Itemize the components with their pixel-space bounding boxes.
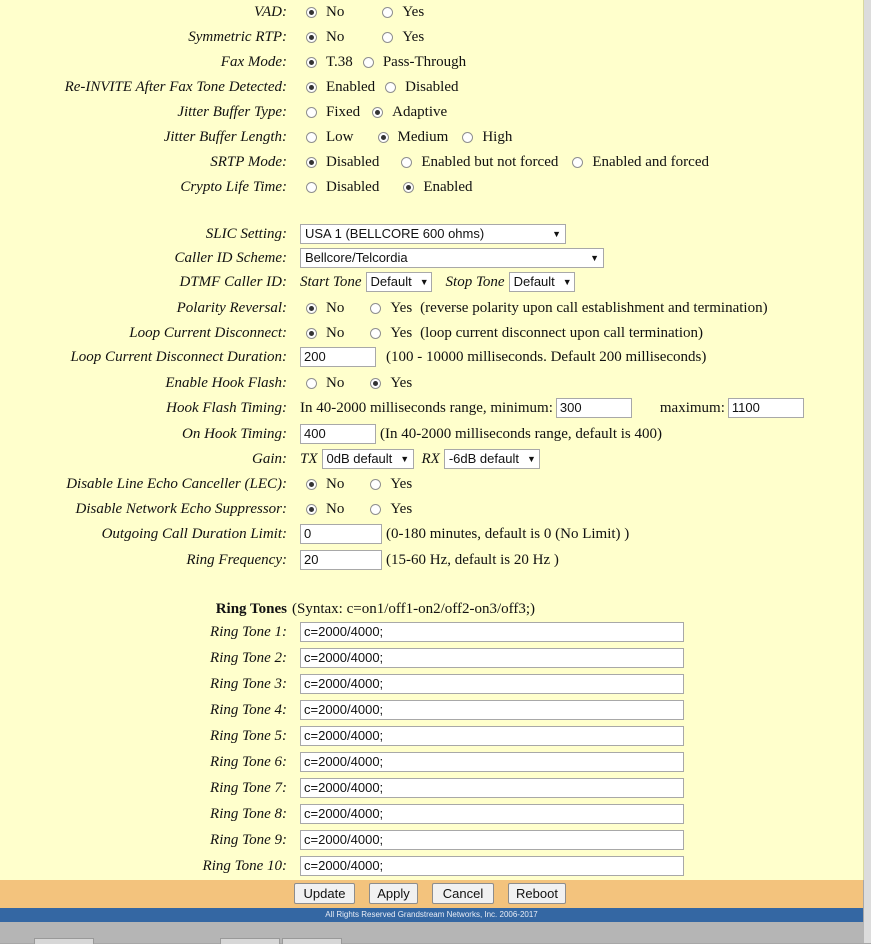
loop-duration-note: (100 - 10000 milliseconds. Default 200 milliseconds) <box>386 349 707 365</box>
srtp-not-forced-radio[interactable] <box>401 157 412 168</box>
apply-button[interactable]: Apply <box>369 883 418 904</box>
vertical-scrollbar[interactable] <box>864 0 871 943</box>
crypto-life-row: Crypto Life Time: Disabled Enabled <box>0 175 863 199</box>
ring-tone-label: Ring Tone 8: <box>210 806 287 822</box>
outgoing-limit-label: Outgoing Call Duration Limit: <box>101 526 287 542</box>
crypto-life-label: Crypto Life Time: <box>180 179 287 195</box>
chevron-down-icon: ▼ <box>552 229 561 239</box>
polarity-row: Polarity Reversal: No Yes (reverse polarity upon call establishment and termination) <box>0 296 863 320</box>
jitter-fixed-radio[interactable] <box>306 107 317 118</box>
ring-tone-label: Ring Tone 5: <box>210 728 287 744</box>
loop-disconnect-note: (loop current disconnect upon call termination) <box>420 325 703 341</box>
ring-tone-row <box>0 750 863 774</box>
ring-tone-7-input[interactable]: c=2000/4000; <box>300 778 684 798</box>
fax-mode-label: Fax Mode: <box>220 54 287 70</box>
polarity-yes-radio[interactable] <box>370 303 381 314</box>
caller-id-row <box>0 246 863 270</box>
polarity-note: (reverse polarity upon call establishment and termination) <box>420 300 768 316</box>
vad-label: VAD: <box>253 4 287 20</box>
start-tone-label: Start Tone <box>300 274 362 290</box>
reinvite-enabled-radio[interactable] <box>306 82 317 93</box>
loop-disconnect-yes-radio[interactable] <box>370 328 381 339</box>
loop-duration-row <box>0 345 863 369</box>
tx-label: TX <box>300 451 318 467</box>
outgoing-limit-input[interactable]: 0 <box>300 524 382 544</box>
symmetric-rtp-yes-radio[interactable] <box>382 32 393 43</box>
loop-disconnect-row: Loop Current Disconnect: No Yes (loop current disconnect upon call termination) <box>0 321 863 345</box>
ring-tone-row <box>0 672 863 696</box>
nes-row: Disable Network Echo Suppressor: No Yes <box>0 497 863 521</box>
ring-tone-row <box>0 828 863 852</box>
dtmf-caller-id-row <box>0 270 863 294</box>
ring-frequency-note: (15-60 Hz, default is 20 Hz ) <box>386 552 559 568</box>
ring-tones-title: Ring Tones <box>215 601 287 617</box>
jitter-high-radio[interactable] <box>462 132 473 143</box>
nes-label: Disable Network Echo Suppressor: <box>75 501 287 517</box>
hook-flash-timing-label: Hook Flash Timing: <box>166 400 287 416</box>
loop-disconnect-no-radio[interactable] <box>306 328 317 339</box>
chevron-down-icon: ▼ <box>590 253 599 263</box>
srtp-mode-label: SRTP Mode: <box>210 154 287 170</box>
ring-tone-label: Ring Tone 9: <box>210 832 287 848</box>
symmetric-rtp-label: Symmetric RTP: <box>188 29 287 45</box>
stop-tone-select[interactable]: Default ▼ <box>509 272 575 292</box>
on-hook-label: On Hook Timing: <box>182 426 287 442</box>
hook-flash-timing-prefix: In 40-2000 milliseconds range, minimum: <box>300 400 553 416</box>
slic-label: SLIC Setting: <box>205 226 287 242</box>
ring-tone-row <box>0 776 863 800</box>
ring-tone-3-input[interactable]: c=2000/4000; <box>300 674 684 694</box>
symmetric-rtp-row: Symmetric RTP: No Yes <box>0 25 863 49</box>
ring-tone-label: Ring Tone 7: <box>210 780 287 796</box>
lec-row: Disable Line Echo Canceller (LEC): No Yes <box>0 472 863 496</box>
tx-gain-select[interactable]: 0dB default ▼ <box>322 449 414 469</box>
hook-flash-max-label: maximum: <box>659 400 725 416</box>
crypto-disabled-radio[interactable] <box>306 182 317 193</box>
start-tone-select[interactable]: Default ▼ <box>366 272 432 292</box>
ring-tone-label: Ring Tone 4: <box>210 702 287 718</box>
crypto-enabled-radio[interactable] <box>403 182 414 193</box>
caller-id-label: Caller ID Scheme: <box>174 250 287 266</box>
ring-tone-4-input[interactable]: c=2000/4000; <box>300 700 684 720</box>
vad-no-radio[interactable] <box>306 7 317 18</box>
chevron-down-icon: ▼ <box>419 277 429 287</box>
caller-id-select[interactable]: Bellcore/Telcordia ▼ <box>300 248 604 268</box>
slic-row <box>0 222 863 246</box>
ring-tone-10-input[interactable]: c=2000/4000; <box>300 856 684 876</box>
on-hook-note: (In 40-2000 milliseconds range, default is 400) <box>380 426 663 442</box>
ring-tone-8-input[interactable]: c=2000/4000; <box>300 804 684 824</box>
hook-flash-max-input[interactable]: 1100 <box>728 398 804 418</box>
ring-tone-label: Ring Tone 10: <box>202 858 287 874</box>
fax-mode-row: Fax Mode: T.38 Pass-Through <box>0 50 863 74</box>
ring-tone-label: Ring Tone 2: <box>210 650 287 666</box>
on-hook-input[interactable]: 400 <box>300 424 376 444</box>
ring-frequency-input[interactable]: 20 <box>300 550 382 570</box>
copyright-footer: All Rights Reserved Grandstream Networks, Inc. 2006-2017 <box>0 908 863 922</box>
ring-tone-label: Ring Tone 3: <box>210 676 287 692</box>
lec-label: Disable Line Echo Canceller (LEC): <box>66 476 287 492</box>
srtp-disabled-radio[interactable] <box>306 157 317 168</box>
fax-mode-passthrough-radio[interactable] <box>363 57 374 68</box>
update-button[interactable]: Update <box>294 883 355 904</box>
ring-tone-2-input[interactable]: c=2000/4000; <box>300 648 684 668</box>
ring-tone-6-input[interactable]: c=2000/4000; <box>300 752 684 772</box>
jitter-low-radio[interactable] <box>306 132 317 143</box>
ring-tone-5-input[interactable]: c=2000/4000; <box>300 726 684 746</box>
jitter-adaptive-radio[interactable] <box>372 107 383 118</box>
polarity-label: Polarity Reversal: <box>176 300 287 316</box>
ring-tone-1-input[interactable]: c=2000/4000; <box>300 622 684 642</box>
slic-select[interactable]: USA 1 (BELLCORE 600 ohms) ▼ <box>300 224 566 244</box>
ring-tones-header <box>0 599 863 619</box>
polarity-no-radio[interactable] <box>306 303 317 314</box>
chevron-down-icon: ▼ <box>526 454 536 464</box>
taskbar-tab[interactable] <box>220 938 280 944</box>
jitter-medium-radio[interactable] <box>378 132 389 143</box>
symmetric-rtp-no-radio[interactable] <box>306 32 317 43</box>
cancel-button[interactable]: Cancel <box>432 883 494 904</box>
ring-tone-row <box>0 854 863 878</box>
loop-duration-input[interactable]: 200 <box>300 347 376 367</box>
jitter-length-label: Jitter Buffer Length: <box>163 129 287 145</box>
chevron-down-icon: ▼ <box>400 454 410 464</box>
loop-duration-label: Loop Current Disconnect Duration: <box>70 349 287 365</box>
jitter-length-row: Jitter Buffer Length: Low Medium High <box>0 125 863 149</box>
ring-tone-row <box>0 724 863 748</box>
taskbar-tab[interactable] <box>34 938 94 944</box>
hook-flash-row: Enable Hook Flash: No Yes <box>0 371 863 395</box>
ring-frequency-row <box>0 548 863 572</box>
lec-no-radio[interactable] <box>306 479 317 490</box>
reinvite-disabled-radio[interactable] <box>385 82 396 93</box>
loop-disconnect-label: Loop Current Disconnect: <box>129 325 287 341</box>
ring-tone-row <box>0 620 863 644</box>
lec-yes-radio[interactable] <box>370 479 381 490</box>
hook-flash-min-input[interactable]: 300 <box>556 398 632 418</box>
vad-row: VAD: No Yes <box>0 0 863 24</box>
stop-tone-label: Stop Tone <box>445 274 505 290</box>
srtp-forced-radio[interactable] <box>572 157 583 168</box>
vad-yes-radio[interactable] <box>382 7 393 18</box>
ring-tone-9-input[interactable]: c=2000/4000; <box>300 830 684 850</box>
hook-flash-yes-radio[interactable] <box>370 378 381 389</box>
fax-mode-t38-radio[interactable] <box>306 57 317 68</box>
nes-yes-radio[interactable] <box>370 504 381 515</box>
gain-label: Gain: <box>252 451 287 467</box>
jitter-type-row: Jitter Buffer Type: Fixed Adaptive <box>0 100 863 124</box>
taskbar-strip <box>0 922 864 943</box>
hook-flash-timing-row <box>0 396 863 420</box>
outgoing-limit-note: (0-180 minutes, default is 0 (No Limit) ) <box>386 526 630 542</box>
rx-gain-select[interactable]: -6dB default ▼ <box>444 449 540 469</box>
dtmf-caller-id-label: DTMF Caller ID: <box>179 274 287 290</box>
reboot-button[interactable]: Reboot <box>508 883 566 904</box>
ring-tone-row <box>0 802 863 826</box>
ring-frequency-label: Ring Frequency: <box>186 552 287 568</box>
reinvite-label: Re-INVITE After Fax Tone Detected: <box>64 79 287 95</box>
ring-tone-row <box>0 698 863 722</box>
outgoing-limit-row <box>0 522 863 546</box>
ring-tone-label: Ring Tone 6: <box>210 754 287 770</box>
hook-flash-label: Enable Hook Flash: <box>165 375 287 391</box>
ring-tone-row <box>0 646 863 670</box>
on-hook-row <box>0 422 863 446</box>
ring-tones-syntax: (Syntax: c=on1/off1-on2/off2-on3/off3;) <box>292 601 536 617</box>
gain-row <box>0 447 863 471</box>
hook-flash-no-radio[interactable] <box>306 378 317 389</box>
rx-label: RX <box>421 451 440 467</box>
nes-no-radio[interactable] <box>306 504 317 515</box>
jitter-type-label: Jitter Buffer Type: <box>177 104 287 120</box>
taskbar-tab[interactable] <box>282 938 342 944</box>
ring-tone-label: Ring Tone 1: <box>210 624 287 640</box>
srtp-mode-row: SRTP Mode: Disabled Enabled but not forced Enabled and forced <box>0 150 863 174</box>
chevron-down-icon: ▼ <box>562 277 572 287</box>
reinvite-row: Re-INVITE After Fax Tone Detected: Enabled Disabled <box>0 75 863 99</box>
